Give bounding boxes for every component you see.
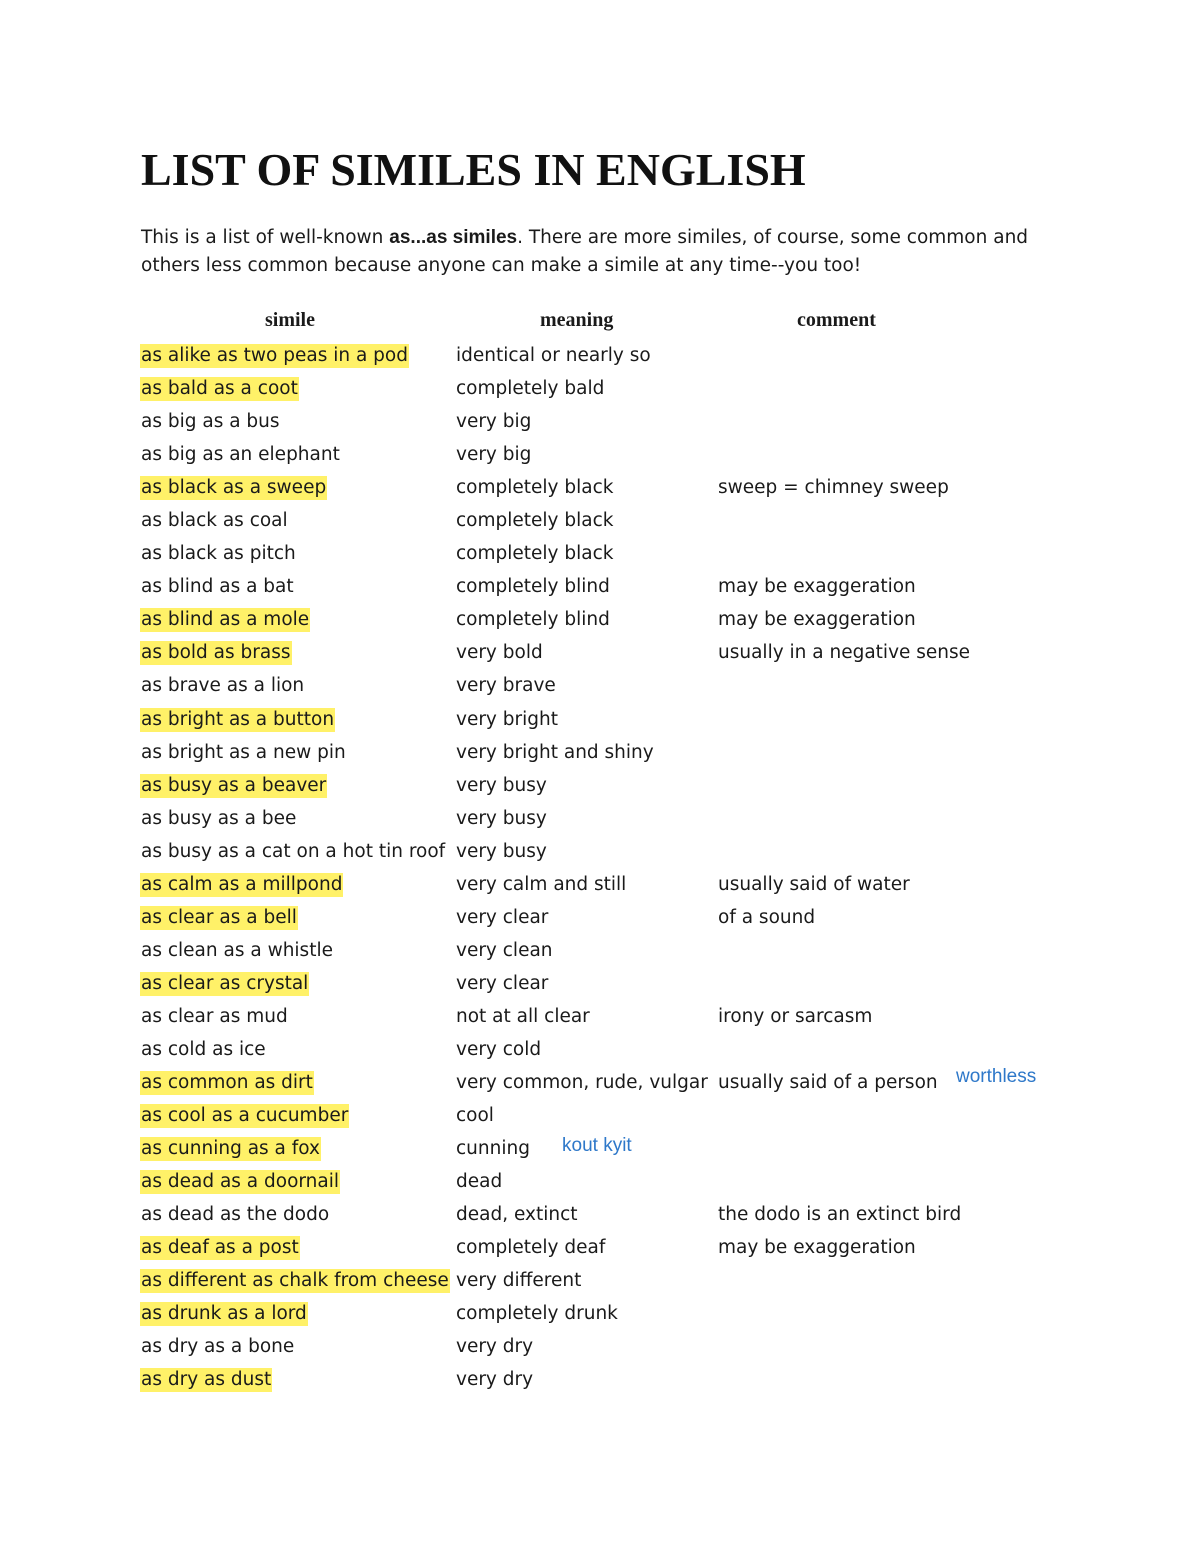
- cell-meaning: very busy: [456, 774, 547, 796]
- cell-meaning: cool: [456, 1105, 494, 1127]
- cell-simile: as cunning as a fox: [141, 1138, 320, 1160]
- cell-meaning: very brave: [456, 675, 556, 697]
- table-row: [0, 903, 1200, 936]
- cell-meaning: very busy: [456, 840, 547, 862]
- cell-meaning: very clean: [456, 939, 553, 961]
- cell-meaning: very calm and still: [456, 873, 627, 895]
- table-row: [0, 870, 1200, 903]
- table-row: [0, 1200, 1200, 1233]
- cell-meaning: very different: [456, 1270, 582, 1292]
- cell-meaning: very big: [456, 444, 532, 466]
- cell-meaning: completely black: [456, 477, 614, 499]
- cell-simile: as bold as brass: [141, 642, 291, 664]
- cell-simile: as brave as a lion: [141, 675, 305, 697]
- cell-meaning: very clear: [456, 972, 549, 994]
- cell-simile: as dead as the dodo: [141, 1204, 330, 1226]
- cell-meaning: completely black: [456, 543, 614, 565]
- table-row: [0, 1365, 1200, 1398]
- table-row: [0, 407, 1200, 440]
- cell-simile: as dry as a bone: [141, 1336, 295, 1358]
- cell-comment: may be exaggeration: [718, 609, 916, 631]
- cell-simile: as clear as mud: [141, 1005, 288, 1027]
- table-row: [0, 771, 1200, 804]
- cell-meaning: completely blind: [456, 576, 610, 598]
- cell-simile: as blind as a mole: [141, 609, 310, 631]
- cell-comment: of a sound: [718, 906, 816, 928]
- header-comment: comment: [797, 309, 876, 331]
- table-header: [0, 309, 1200, 339]
- cell-meaning: cunning: [456, 1138, 530, 1160]
- table-row: [0, 572, 1200, 605]
- cell-meaning: completely bald: [456, 378, 605, 400]
- handwritten-note-worthless: worthless: [956, 1066, 1037, 1087]
- cell-simile: as black as coal: [141, 510, 288, 532]
- cell-simile: as dry as dust: [141, 1369, 272, 1391]
- table-row: [0, 1101, 1200, 1134]
- cell-meaning: very bright and shiny: [456, 741, 654, 763]
- table-row: [0, 969, 1200, 1002]
- cell-simile: as blind as a bat: [141, 576, 294, 598]
- handwritten-note-kout-kyit: kout kyit: [562, 1135, 632, 1156]
- cell-meaning: very dry: [456, 1336, 534, 1358]
- cell-meaning: very common, rude, vulgar: [456, 1072, 708, 1094]
- cell-comment: usually said of water: [718, 873, 910, 895]
- cell-simile: as black as pitch: [141, 543, 296, 565]
- table-row: [0, 506, 1200, 539]
- intro-text-end: . There are more similes, of course, some common and others less common because anyone can make a simile at any time--you too!: [141, 227, 1029, 276]
- table-row: [0, 837, 1200, 870]
- cell-meaning: very cold: [456, 1038, 542, 1060]
- table-row: [0, 1299, 1200, 1332]
- header-meaning: meaning: [540, 309, 614, 331]
- cell-simile: as common as dirt: [141, 1072, 313, 1094]
- cell-meaning: very dry: [456, 1369, 534, 1391]
- table-row: [0, 1035, 1200, 1068]
- cell-meaning: dead, extinct: [456, 1204, 578, 1226]
- cell-simile: as black as a sweep: [141, 477, 327, 499]
- cell-simile: as bald as a coot: [141, 378, 298, 400]
- cell-simile: as alike as two peas in a pod: [141, 345, 408, 366]
- table-row: [0, 539, 1200, 572]
- cell-meaning: very clear: [456, 906, 549, 928]
- cell-simile: as cold as ice: [141, 1038, 266, 1060]
- cell-meaning: very big: [456, 411, 532, 433]
- cell-simile: as clear as crystal: [141, 972, 309, 994]
- cell-simile: as busy as a beaver: [141, 774, 327, 796]
- cell-meaning: completely black: [456, 510, 614, 532]
- table-row: [0, 1167, 1200, 1200]
- cell-simile: as clean as a whistle: [141, 939, 333, 961]
- cell-comment: may be exaggeration: [718, 576, 916, 598]
- cell-meaning: completely deaf: [456, 1237, 606, 1259]
- table-row: [0, 1266, 1200, 1299]
- cell-comment: sweep = chimney sweep: [718, 477, 949, 499]
- cell-simile: as calm as a millpond: [141, 873, 343, 895]
- cell-meaning: not at all clear: [456, 1005, 590, 1027]
- table-row: [0, 473, 1200, 506]
- table-row: [0, 1332, 1200, 1365]
- cell-meaning: completely drunk: [456, 1303, 618, 1325]
- cell-meaning: very busy: [456, 807, 547, 829]
- cell-simile: as different as chalk from cheese: [141, 1270, 449, 1292]
- cell-comment: usually said of a person: [718, 1072, 938, 1094]
- table-row: [0, 374, 1200, 407]
- cell-meaning: completely blind: [456, 609, 610, 631]
- cell-simile: as deaf as a post: [141, 1237, 299, 1259]
- cell-simile: as big as a bus: [141, 411, 280, 433]
- table-row: [0, 638, 1200, 671]
- cell-simile: as bright as a new pin: [141, 741, 346, 763]
- intro-bold-term: as...as similes: [389, 227, 518, 248]
- cell-simile: as cool as a cucumber: [141, 1105, 349, 1127]
- cell-comment: the dodo is an extinct bird: [718, 1204, 962, 1226]
- intro-paragraph: [141, 224, 1081, 280]
- cell-simile: as dead as a doornail: [141, 1171, 340, 1193]
- table-row: [0, 440, 1200, 473]
- cell-simile: as big as an elephant: [141, 444, 340, 466]
- table-row: [0, 1233, 1200, 1266]
- cell-simile: as busy as a bee: [141, 807, 297, 829]
- page-title: LIST OF SIMILES IN ENGLISH: [141, 144, 806, 195]
- cell-meaning: dead: [456, 1171, 503, 1193]
- cell-meaning: very bright: [456, 708, 558, 730]
- table-row: [0, 341, 1200, 374]
- cell-simile: as busy as a cat on a hot tin roof: [141, 840, 446, 862]
- cell-comment: may be exaggeration: [718, 1237, 916, 1259]
- header-simile: simile: [265, 309, 315, 331]
- cell-simile: as bright as a button: [141, 708, 335, 730]
- cell-simile: as clear as a bell: [141, 906, 297, 928]
- cell-comment: usually in a negative sense: [718, 642, 971, 664]
- cell-meaning: identical or nearly so: [456, 345, 651, 366]
- intro-text-start: This is a list of well-known: [141, 227, 390, 248]
- table-row: [0, 671, 1200, 704]
- table-row: [0, 705, 1200, 738]
- cell-simile: as drunk as a lord: [141, 1303, 307, 1325]
- table-row: [0, 605, 1200, 638]
- cell-comment: irony or sarcasm: [718, 1005, 873, 1027]
- table-row: [0, 738, 1200, 771]
- cell-meaning: very bold: [456, 642, 543, 664]
- simile-table: [0, 341, 1200, 1399]
- table-row: [0, 804, 1200, 837]
- table-row: [0, 936, 1200, 969]
- table-row: [0, 1002, 1200, 1035]
